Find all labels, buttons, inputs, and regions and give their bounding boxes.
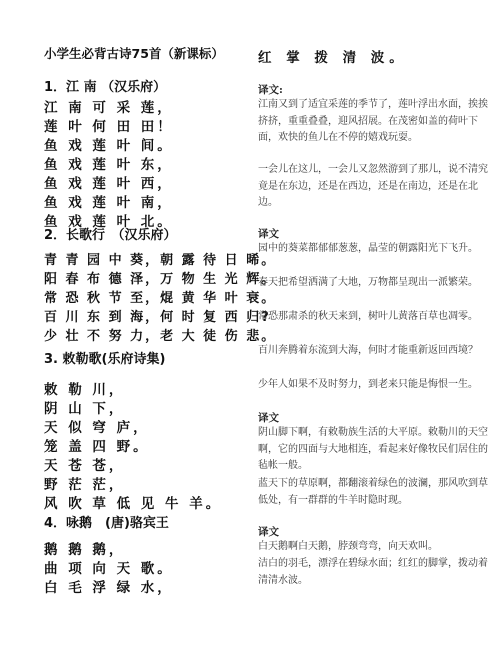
poem-line: 百 川 东 到 海，何 时 复 西 归? xyxy=(44,310,271,325)
translation-paragraph: 洁白的羽毛，漂浮在碧绿水面；红红的脚掌，拨动着清清水波。 xyxy=(258,558,488,586)
poem-line: 青 青 园 中 葵，朝 露 待 日 晞。 xyxy=(44,253,277,268)
poem-line: 常 恐 秋 节 至，焜 黄 华 叶 衰。 xyxy=(44,291,277,306)
poem-line: 莲 叶 何 田 田！ xyxy=(44,119,174,135)
poem-heading: 2．长歌行 （汉乐府） xyxy=(44,228,177,243)
translation-label: 译文 xyxy=(258,412,279,424)
poem-line: 阳 春 布 德 泽，万 物 生 光 辉。 xyxy=(44,272,277,287)
translation-paragraph: 百川奔腾着东流到大海，何时才能重新返回西境？ xyxy=(258,345,478,356)
poem-line: 鱼 戏 莲 叶 间。 xyxy=(44,138,174,154)
poem-line: 敕 勒 川， xyxy=(44,382,126,398)
poem-line: 白 毛 浮 绿 水， xyxy=(44,580,174,596)
poem-line: 笼 盖 四 野。 xyxy=(44,439,150,455)
poem-line: 鱼 戏 莲 叶 东， xyxy=(44,157,174,173)
translation-label: 译文: xyxy=(258,84,283,96)
poem-line: 曲 项 向 天 歌。 xyxy=(44,561,174,577)
translation-paragraph: 少年人如果不及时努力，到老来只能是悔恨一生。 xyxy=(258,379,478,390)
poem-line: 鱼 戏 莲 叶 南， xyxy=(44,195,174,211)
poem-heading: 3. 敕勒歌(乐府诗集) xyxy=(44,352,166,367)
translation-paragraph: 江南又到了适宜采莲的季节了，莲叶浮出水面，挨挨挤挤，重重叠叠，迎风招展。在茂密如盖的荷叶下面，欢快的鱼儿在不停的嬉戏玩耍。 xyxy=(258,99,488,143)
poem-line: 阴 山 下， xyxy=(44,401,126,417)
poem-4-last-line: 红 掌 拨 清 波。 xyxy=(258,50,408,66)
poem-line: 天 似 穹 庐， xyxy=(44,420,150,436)
translation-paragraph: 一会儿在这儿，一会儿又忽然游到了那儿，说不清究竟是在东边，还是在西边，还是在南边，还是在北边。 xyxy=(258,164,488,208)
poem-heading: 1．江 南 （汉乐府） xyxy=(44,80,167,95)
poem-line: 鹅 鹅 鹅， xyxy=(44,542,126,558)
translation-paragraph: 常恐那肃杀的秋天来到，树叶儿黄落百草也凋零。 xyxy=(258,311,478,322)
document-title: 小学生必背古诗75首（新课标） xyxy=(44,46,224,61)
poem-line: 鱼 戏 莲 叶 北。 xyxy=(44,214,174,230)
poem-line: 野 茫 茫， xyxy=(44,477,126,493)
translation-label: 译文 xyxy=(258,526,279,538)
translation-paragraph: 蓝天下的草原啊，都翻滚着绿色的波澜，那风吹到草低处，有一群群的牛羊时隐时现。 xyxy=(258,478,488,506)
poem-line: 江 南 可 采 莲， xyxy=(44,100,174,116)
poem-heading: 4．咏鹅 (唐)骆宾王 xyxy=(44,516,169,531)
poem-line: 少 壮 不 努 力，老 大 徒 伤 悲。 xyxy=(44,329,277,344)
poem-line: 风 吹 草 低 见 牛 羊。 xyxy=(44,496,223,512)
translation-paragraph: 园中的葵菜都郁郁葱葱，晶莹的朝露阳光下飞升。 xyxy=(258,243,478,254)
translation-paragraph: 白天鹅啊白天鹅，脖颈弯弯，向天欢叫。 xyxy=(258,541,438,552)
translation-label: 译文 xyxy=(258,228,279,240)
poem-line: 鱼 戏 莲 叶 西， xyxy=(44,176,174,192)
poem-line: 天 苍 苍， xyxy=(44,458,126,474)
translation-paragraph: 春天把希望洒满了大地，万物都呈现出一派繁荣。 xyxy=(258,277,478,288)
translation-paragraph: 阴山脚下啊，有敕勒族生活的大平原。敕勒川的天空啊，它的四面与大地相连，看起来好像牧民们居住的毡帐一般。 xyxy=(258,427,488,471)
